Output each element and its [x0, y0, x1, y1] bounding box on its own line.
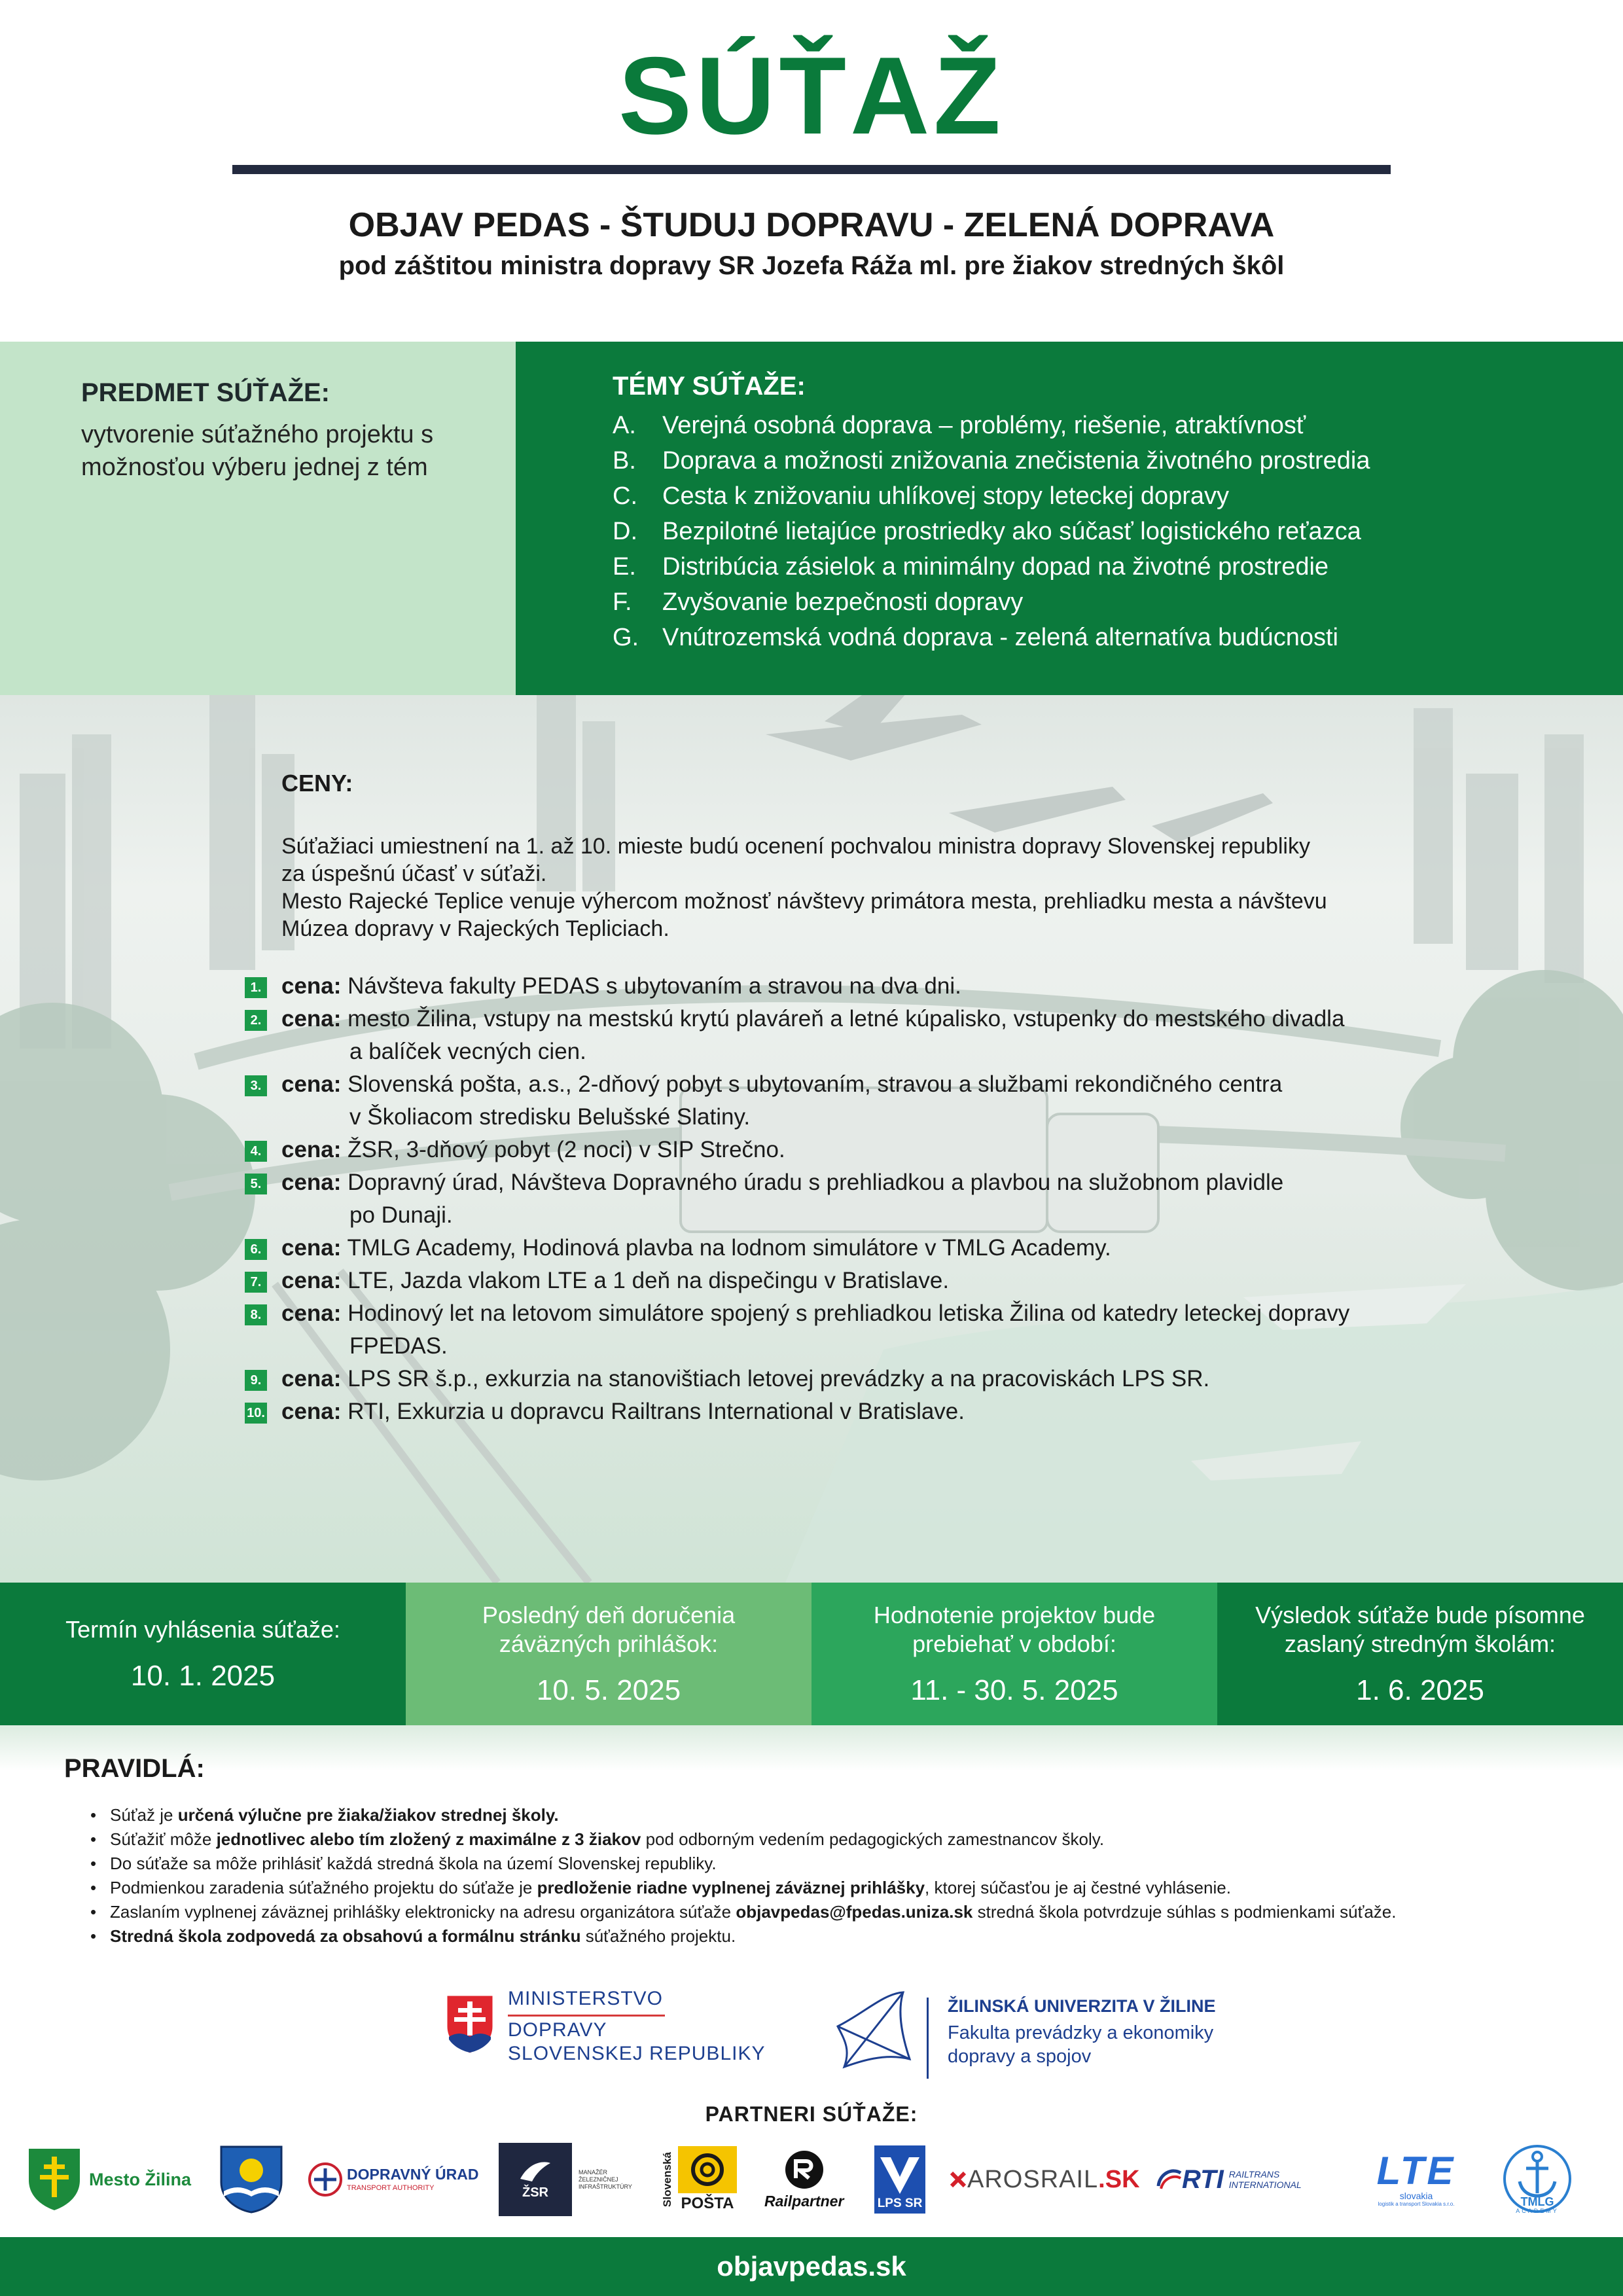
subject-text: vytvorenie súťažného projektu s možnosťou výberu jednej z tém [81, 421, 434, 481]
rule-item [90, 1924, 1569, 1948]
timeline-caption: Hodnotenie projektov bude prebiehať v období: [873, 1602, 1156, 1657]
lte-label: LTE [1376, 2149, 1456, 2193]
faculty-line: Fakulta prevádzky a ekonomiky [948, 2022, 1214, 2043]
partner-tmlg [1495, 2140, 1580, 2219]
prize-item-8 [250, 1297, 1459, 1363]
arosrail-domain: .SK [1098, 2165, 1140, 2193]
topics-heading: TÉMY SÚŤAŽE: [613, 372, 806, 401]
partner-rti [1156, 2140, 1314, 2219]
topics-list [613, 408, 1623, 655]
arosrail-x-icon [949, 2170, 967, 2189]
rules-heading: PRAVIDLÁ: [64, 1754, 205, 1783]
prize-label: cena: [281, 1300, 342, 1326]
prizes-section [247, 770, 1459, 1428]
ministry-line: SLOVENSKEJ REPUBLIKY [508, 2043, 766, 2064]
dopravny-urad-label: DOPRAVNÝ ÚRAD [347, 2166, 479, 2183]
timeline-date: 1. 6. 2025 [1356, 1674, 1484, 1706]
topic-letter: C. [613, 482, 637, 510]
prize-number-badge: 8. [245, 1304, 267, 1325]
topic-item [613, 514, 1623, 549]
dopravny-urad-text [347, 2167, 484, 2192]
subheadline: pod záštitou ministra dopravy SR Jozefa Ráža ml. pre žiakov stredných škôl [338, 251, 1285, 280]
topic-letter: A. [613, 412, 636, 439]
prize-item-6 [250, 1232, 1459, 1265]
prize-label: cena: [281, 1071, 342, 1097]
prizes-intro [281, 833, 1459, 942]
ministry-red-rule [508, 2015, 665, 2017]
ministry-line: DOPRAVY [508, 2019, 607, 2041]
timeline-result [1217, 1583, 1623, 1725]
prize-text-continued: a balíček vecných cien. [349, 1039, 586, 1064]
topic-item [613, 549, 1623, 584]
prizes-intro-line: Súťažiaci umiestnení na 1. až 10. mieste budú ocenení pochvalou ministra dopravy Slovenskej republiky [281, 834, 1310, 859]
rti-swoosh-icon [1156, 2166, 1182, 2193]
topic-item [613, 584, 1623, 620]
prize-label: cena: [281, 1006, 342, 1031]
railpartner-icon [784, 2149, 825, 2190]
partners-heading: PARTNERI SÚŤAŽE: [705, 2102, 918, 2126]
topic-text: Bezpilotné lietajúce prostriedky ako súčasť logistického reťazca [662, 518, 1361, 545]
university-name: ŽILINSKÁ UNIVERZITA V ŽILINE [948, 1996, 1216, 2016]
topic-item [613, 620, 1623, 655]
rule-item [90, 1827, 1569, 1852]
dopravny-urad-emblem-icon [308, 2162, 343, 2197]
prize-text: Dopravný úrad, Návšteva Dopravného úradu s prehliadkou a plavbou na služobnom plavidle [348, 1170, 1284, 1195]
prize-text-continued: v Školiacom stredisku Belušské Slatiny. [349, 1104, 751, 1130]
subject-heading: PREDMET SÚŤAŽE: [81, 378, 330, 407]
faculty-name [948, 2021, 1314, 2068]
rti-sublabel-line: INTERNATIONAL [1228, 2179, 1302, 2190]
topic-text: Doprava a možnosti znižovania znečistenia životného prostredia [662, 447, 1370, 475]
topic-letter: B. [613, 447, 636, 475]
posta-mark [678, 2146, 737, 2213]
rule-text-bold: určená výlučne pre žiaka/žiakov strednej školy. [177, 1805, 559, 1825]
partner-arosrail [949, 2140, 1140, 2219]
prize-text: ŽSR, 3-dňový pobyt (2 noci) v SIP Strečno. [348, 1137, 785, 1162]
prize-label: cena: [281, 1268, 342, 1293]
rule-text-bold: jednotlivec alebo tím zložený z maximálne z 3 žiakov [216, 1829, 641, 1849]
prize-number-badge: 3. [245, 1075, 267, 1096]
rti-sublabel [1229, 2169, 1314, 2190]
prize-item-4 [250, 1134, 1459, 1166]
rule-text: Zaslaním vyplnenej záväznej prihlášky elektronicky na adresu organizátora súťaže [110, 1902, 736, 1922]
subject-topics-band [0, 342, 1623, 695]
zilina-coat-of-arms-icon [27, 2147, 81, 2212]
prize-label: cena: [281, 1366, 342, 1391]
prize-number-badge: 7. [245, 1272, 267, 1293]
prize-text: TMLG Academy, Hodinová plavba na lodnom simulátore v TMLG Academy. [347, 1235, 1111, 1261]
dopravny-urad-sublabel: TRANSPORT AUTHORITY [347, 2184, 435, 2192]
timeline-date: 10. 5. 2025 [536, 1674, 681, 1706]
rule-text: súťažného projektu. [580, 1926, 736, 1946]
prize-text: LTE, Jazda vlakom LTE a 1 deň na dispečingu v Bratislave. [348, 1268, 950, 1293]
headline: OBJAV PEDAS - ŠTUDUJ DOPRAVU - ZELENÁ DOPRAVA [348, 206, 1275, 244]
topic-letter: E. [613, 553, 636, 581]
subject-panel [0, 342, 516, 695]
rule-text: Podmienkou zaradenia súťažného projektu do súťaže je [110, 1878, 537, 1897]
railpartner-label: Railpartner [764, 2192, 844, 2210]
topic-text: Cesta k znižovaniu uhlíkovej stopy leteckej dopravy [662, 482, 1230, 510]
contact-email[interactable]: objavpedas@fpedas.uniza.sk [736, 1902, 973, 1922]
zsr-label: ŽSR [522, 2185, 548, 2200]
prize-number-badge: 2. [245, 1010, 267, 1031]
prize-number-badge: 5. [245, 1174, 267, 1194]
prize-text: Návšteva fakulty PEDAS s ubytovaním a stravou na dva dni. [348, 973, 961, 999]
prize-label: cena: [281, 1399, 342, 1424]
prize-number-badge: 6. [245, 1239, 267, 1260]
topic-item [613, 478, 1623, 514]
rule-item [90, 1876, 1569, 1900]
rule-item [90, 1852, 1569, 1876]
partner-dopravny-urad [308, 2140, 484, 2219]
partner-lte [1364, 2140, 1469, 2219]
slovak-coat-of-arms-icon [445, 1994, 495, 2055]
prize-text: Hodinový let na letovom simulátore spojený s prehliadkou letiska Žilina od katedry leteckej dopravy [348, 1300, 1350, 1326]
topic-text: Zvyšovanie bezpečnosti dopravy [662, 588, 1024, 616]
lps-logo-box [874, 2145, 925, 2214]
prize-text: mesto Žilina, vstupy na mestskú krytú plaváreň a letné kúpalisko, vstupenky do mestského divadla [348, 1006, 1345, 1031]
rule-text: Do súťaže sa môže prihlásiť každá stredná škola na území Slovenskej republiky. [110, 1854, 717, 1873]
rule-text: pod odborným vedením pedagogických zamestnancov školy. [641, 1829, 1105, 1849]
topics-panel [516, 342, 1623, 695]
prize-text: Slovenská pošta, a.s., 2-dňový pobyt s ubytovaním, stravou a službami rekondičného centra [348, 1071, 1283, 1097]
zsr-wing-icon [518, 2159, 553, 2185]
ministry-line: MINISTERSTVO [508, 1988, 664, 2009]
topic-letter: F. [613, 588, 632, 616]
prize-item-7 [250, 1265, 1459, 1297]
faculty-line: dopravy a spojov [948, 2046, 1092, 2067]
posta-label: POŠTA [681, 2195, 734, 2212]
town-coat-of-arms-icon [220, 2145, 283, 2214]
rule-text: Súťažiť môže [110, 1829, 217, 1849]
uniza-divider [927, 1998, 929, 2079]
topic-item [613, 443, 1623, 478]
partner-coat-of-arms [220, 2140, 283, 2219]
prize-text-continued: FPEDAS. [349, 1333, 448, 1359]
lps-label: LPS SR [877, 2197, 923, 2210]
rule-text: , ktorej súčasťou je aj čestné vyhlásenie. [925, 1878, 1231, 1897]
timeline-bar [0, 1583, 1623, 1725]
tmlg-label: TMLG [1520, 2195, 1554, 2208]
prize-label: cena: [281, 1235, 342, 1261]
lte-sublabel: slovakia [1399, 2191, 1433, 2201]
prize-number-badge: 4. [245, 1141, 267, 1162]
topic-text: Distribúcia zásielok a minimálny dopad na životné prostredie [662, 553, 1329, 581]
lps-wings-icon [879, 2155, 921, 2197]
rules-section [64, 1754, 1569, 1948]
arosrail-label: AROSRAIL [967, 2165, 1099, 2193]
zsr-sublabel: MANAŽÉR ŽELEZNIČNEJ INFRAŠTRUKTÚRY [579, 2168, 632, 2190]
rule-text-bold: predloženie riadne vyplnenej záväznej prihlášky [537, 1878, 925, 1897]
tmlg-sublabel: ACADEMY [1516, 2207, 1559, 2214]
timeline-caption: Výsledok súťaže bude písomne zaslaný stredným školám: [1255, 1602, 1585, 1657]
prize-number-badge: 9. [245, 1370, 267, 1391]
prize-text: RTI, Exkurzia u dopravcu Railtrans International v Bratislave. [348, 1399, 965, 1424]
rules-list [64, 1803, 1569, 1948]
prize-item-2 [250, 1003, 1459, 1068]
prize-item-10 [247, 1395, 1459, 1428]
zilina-label: Mesto Žilina [89, 2169, 192, 2189]
prize-item-3 [250, 1068, 1459, 1134]
rule-text: Súťaž je [110, 1805, 178, 1825]
prize-item-1 [250, 970, 1459, 1003]
prizes-heading: CENY: [281, 770, 353, 797]
topic-text: Vnútrozemská vodná doprava - zelená alternatíva budúcnosti [662, 624, 1338, 651]
topic-letter: G. [613, 624, 639, 651]
prize-number-badge: 1. [245, 977, 267, 998]
topic-letter: D. [613, 518, 637, 545]
rti-sublabel-line: RAILTRANS [1228, 2169, 1280, 2179]
partner-slovenska-posta [661, 2140, 737, 2219]
ministry-text [508, 1987, 783, 2066]
topic-item [613, 408, 1623, 443]
timeline-evaluation [812, 1583, 1217, 1725]
timeline-caption: Termín vyhlásenia súťaže: [65, 1616, 340, 1643]
partner-lps-sr [874, 2140, 925, 2219]
prize-text: LPS SR š.p., exkurzia na stanovištiach letovej prevádzky a na pracoviskách LPS SR. [348, 1366, 1210, 1391]
prize-item-9 [250, 1363, 1459, 1395]
page-title: SÚŤAŽ [618, 34, 1005, 157]
posta-side-label: Slovenská [661, 2151, 673, 2208]
timeline-caption: Posledný deň doručenia záväzných prihlášok: [482, 1602, 736, 1657]
zsr-logo-box [499, 2143, 572, 2216]
timeline-date: 11. - 30. 5. 2025 [910, 1674, 1118, 1706]
rule-item [90, 1803, 1569, 1827]
timeline-date: 10. 1. 2025 [130, 1660, 276, 1692]
rule-text: stredná škola potvrdzuje súhlas s podmienkami súťaže. [972, 1902, 1397, 1922]
prizes-intro-line: Mesto Rajecké Teplice venuje výhercom možnosť návštevy primátora mesta, prehliadku mesta a návštevu [281, 889, 1327, 914]
topic-text: Verejná osobná doprava – problémy, riešenie, atraktívnosť [662, 412, 1306, 439]
partner-railpartner [764, 2140, 844, 2219]
prize-label: cena: [281, 973, 342, 999]
rule-text-bold: Stredná škola zodpovedá za obsahovú a formálnu stránku [110, 1926, 581, 1946]
posthorn-icon [678, 2146, 737, 2193]
footer-website-link[interactable]: objavpedas.sk [0, 2237, 1623, 2296]
timeline-deadline [406, 1583, 812, 1725]
title-divider [232, 165, 1391, 174]
prizes-intro-line: Múzea dopravy v Rajeckých Tepliciach. [281, 916, 669, 941]
prizes-intro-line: za úspešnú účasť v súťaži. [281, 861, 547, 886]
rti-label: RTI [1182, 2164, 1224, 2194]
prize-label: cena: [281, 1170, 342, 1195]
timeline-announcement [0, 1583, 406, 1725]
lte-company-name: logistik a transport Slovakia s.r.o. [1378, 2201, 1455, 2207]
partner-zsr [499, 2140, 632, 2219]
rule-item [90, 1900, 1569, 1924]
prize-text-continued: po Dunaji. [349, 1202, 453, 1228]
prize-item-5 [250, 1166, 1459, 1232]
partner-zilina [27, 2140, 191, 2219]
prize-label: cena: [281, 1137, 342, 1162]
uniza-star-icon [831, 1987, 916, 2072]
prize-number-badge: 10. [245, 1403, 267, 1424]
